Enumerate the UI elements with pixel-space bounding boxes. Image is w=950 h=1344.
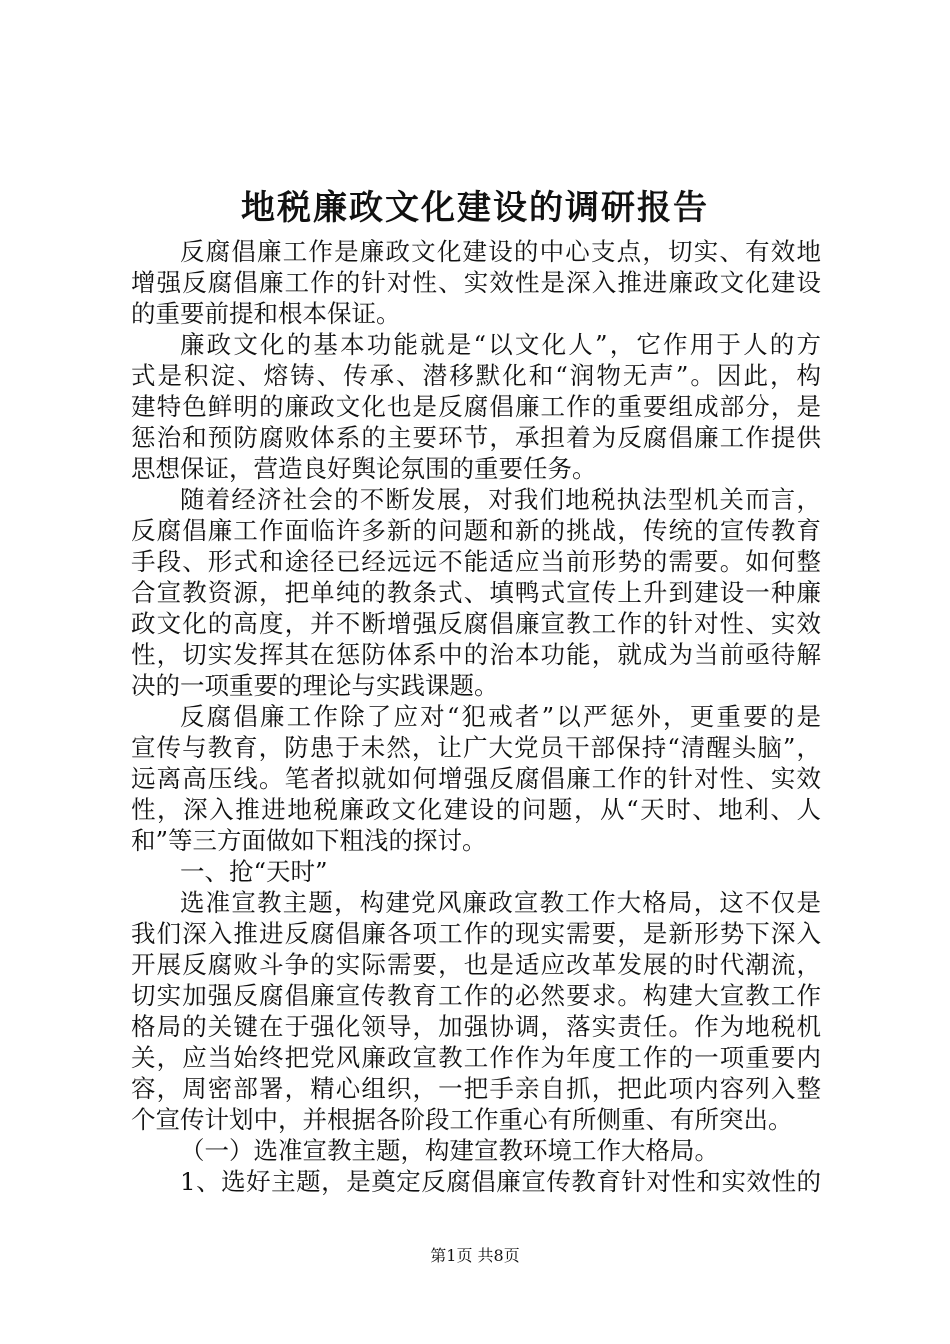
- text-line: 一、抢“天时”: [180, 857, 328, 886]
- text-line: 反腐倡廉工作除了应对“犯戒者”以严惩外，更重要的是: [180, 702, 821, 731]
- text-line: 关，应当始终把党风廉政宣教工作作为年度工作的一项重要内: [131, 1043, 821, 1072]
- text-line: 式是积淀、熔铸、传承、潜移默化和“润物无声”。因此，构: [131, 361, 821, 390]
- text-line: 政文化的高度，并不断增强反腐倡廉宣教工作的针对性、实效: [131, 609, 821, 638]
- text-line: 选准宣教主题，构建党风廉政宣教工作大格局，这不仅是: [180, 888, 821, 917]
- document-body: [131, 236, 821, 1197]
- text-line: 的重要前提和根本保证。: [131, 299, 401, 328]
- text-line: 建特色鲜明的廉政文化也是反腐倡廉工作的重要组成部分，是: [131, 392, 821, 421]
- text-line: （一）选准宣教主题，构建宣教环境工作大格局。: [180, 1136, 719, 1165]
- text-line: 性，切实发挥其在惩防体系中的治本功能，就成为当前亟待解: [131, 640, 821, 669]
- text-line: 合宣教资源，把单纯的教条式、填鸭式宣传上升到建设一种廉: [131, 578, 821, 607]
- text-line: 性，深入推进地税廉政文化建设的问题，从“天时、地利、人: [131, 795, 821, 824]
- text-line: 增强反腐倡廉工作的针对性、实效性是深入推进廉政文化建设: [131, 268, 821, 297]
- text-line: 容，周密部署，精心组织，一把手亲自抓，把此项内容列入整: [131, 1074, 821, 1103]
- text-line: 反腐倡廉工作是廉政文化建设的中心支点，切实、有效地: [180, 237, 821, 266]
- text-line: 宣传与教育，防患于未然，让广大党员干部保持“清醒头脑”，: [131, 733, 821, 762]
- page-footer: 第1页 共8页: [430, 1246, 520, 1265]
- text-line: 反腐倡廉工作面临许多新的问题和新的挑战，传统的宣传教育: [131, 516, 821, 545]
- text-line: 我们深入推进反腐倡廉各项工作的现实需要，是新形势下深入: [131, 919, 821, 948]
- text-line: 格局的关键在于强化领导，加强协调，落实责任。作为地税机: [131, 1012, 821, 1041]
- text-line: 切实加强反腐倡廉宣传教育工作的必然要求。构建大宣教工作: [131, 981, 821, 1010]
- text-line: 个宣传计划中，并根据各阶段工作重心有所侧重、有所突出。: [131, 1105, 793, 1134]
- text-line: 决的一项重要的理论与实践课题。: [131, 671, 499, 700]
- text-line: 廉政文化的基本功能就是“以文化人”，它作用于人的方: [180, 330, 821, 359]
- text-line: 思想保证，营造良好舆论氛围的重要任务。: [131, 454, 597, 483]
- text-line: 开展反腐败斗争的实际需要，也是适应改革发展的时代潮流，: [131, 950, 821, 979]
- text-line: 惩治和预防腐败体系的主要环节，承担着为反腐倡廉工作提供: [131, 423, 821, 452]
- text-line: 手段、形式和途径已经远远不能适应当前形势的需要。如何整: [131, 547, 821, 576]
- text-line: 远离高压线。笔者拟就如何增强反腐倡廉工作的针对性、实效: [131, 764, 821, 793]
- document-title: 地税廉政文化建设的调研报告: [241, 188, 709, 228]
- text-line: 随着经济社会的不断发展，对我们地税执法型机关而言，: [180, 485, 821, 514]
- text-line: 1、选好主题，是奠定反腐倡廉宣传教育针对性和实效性的: [180, 1167, 821, 1196]
- text-line: 和”等三方面做如下粗浅的探讨。: [131, 826, 487, 855]
